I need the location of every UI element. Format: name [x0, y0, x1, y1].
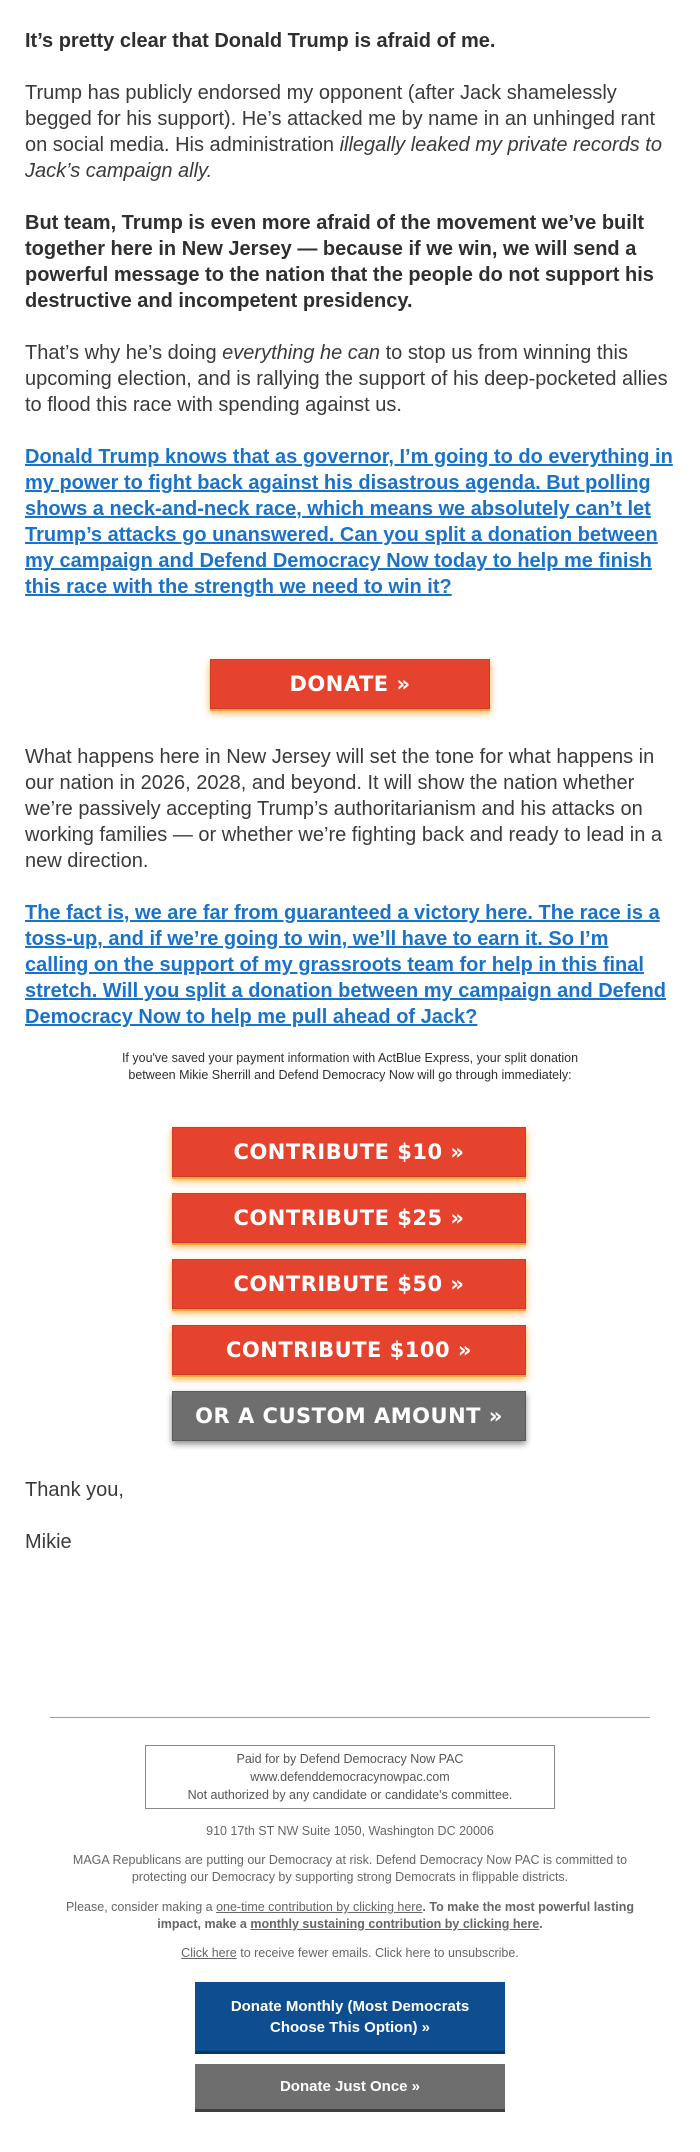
donate-monthly-button[interactable]: Donate Monthly (Most Democrats Choose This Option) » [195, 1982, 505, 2054]
paragraph-new-jersey: What happens here in New Jersey will set the tone for what happens in our nation in 2026, 2028, and beyond. It will show the nation whether we’re passively accepting Trump’s authoritarianism and his attacks on working families — or whether we’re fighting back and ready to lead in a new direction. [25, 746, 662, 872]
consider-mid: . To make the most powerful lasting impact, make a [157, 1900, 635, 1931]
paragraph-endorsement-italic: illegally leaked my private records to Jack’s campaign ally. [25, 134, 662, 182]
donate-once-button[interactable]: Donate Just Once » [195, 2064, 505, 2112]
intro-heading: It’s pretty clear that Donald Trump is afraid of me. [25, 30, 496, 52]
fewer-emails-link[interactable]: Click here [181, 1946, 237, 1960]
signature-text: Mikie [25, 1531, 72, 1553]
contribute-10-button[interactable]: CONTRIBUTE $10 » [172, 1127, 526, 1177]
consider-contribution-text [55, 1899, 645, 1933]
mission-text: MAGA Republicans are putting our Democracy at risk. Defend Democracy Now PAC is committed to protecting our Democracy by supporting strong Democrats in flippable districts. [72, 1853, 628, 1884]
contribute-100-button[interactable]: CONTRIBUTE $100 » [172, 1325, 526, 1375]
monthly-contribution-link[interactable]: monthly sustaining contribution by clicking here [250, 1917, 540, 1931]
paid-for-box [145, 1745, 555, 1809]
address-text: 910 17th ST NW Suite 1050, Washington DC 20006 [206, 1824, 494, 1838]
paragraph-spending-italic: everything he can [222, 342, 381, 364]
donate-button[interactable]: DONATE » [210, 659, 490, 709]
donation-link-toss-up[interactable]: The fact is, we are far from guaranteed a victory here. The race is a toss-up, and if we’re going to win, we’ll have to earn it. So I’m calling on the support of my grassroots team for help in this final stretch. Will you split a donation between my campaign and Defend Democracy Now to help me pull ahead of Jack? [25, 902, 667, 1028]
paragraph-endorsement-text: Trump has publicly endorsed my opponent (after Jack shamelessly begged for his support). He’s attacked me by name in an unhinged rant on social media. His administration [25, 82, 656, 156]
fewer-emails-text [50, 1945, 650, 1962]
not-authorized-text: Not authorized by any candidate or candidate's committee. [187, 1788, 513, 1802]
signoff-text: Thank you, [25, 1479, 124, 1501]
one-time-contribution-link[interactable]: one-time contribution by clicking here [216, 1900, 423, 1914]
paragraph-spending-after: to stop us from winning this upcoming election, and is rallying the support of his deep-pocketed allies to flood this race with spending against us. [25, 342, 668, 416]
paragraph-spending [25, 340, 675, 418]
consider-prefix: Please, consider making a [65, 1900, 217, 1914]
paragraph-movement: But team, Trump is even more afraid of the movement we’ve built together here in New Jersey — because if we win, we will send a powerful message to the nation that the people do not support his destructive and incompetent presidency. [25, 212, 654, 312]
actblue-express-note: If you've saved your payment information with ActBlue Express, your split donation between Mikie Sherrill and Defend Democracy Now will go through immediately: [121, 1051, 579, 1082]
website-text: www.defenddemocracynowpac.com [250, 1770, 450, 1784]
contribute-25-button[interactable]: CONTRIBUTE $25 » [172, 1193, 526, 1243]
paragraph-spending-before: That’s why he’s doing [25, 342, 223, 364]
paragraph-endorsement [25, 80, 675, 184]
contribute-50-button[interactable]: CONTRIBUTE $50 » [172, 1259, 526, 1309]
paid-for-text: Paid for by Defend Democracy Now PAC [236, 1752, 464, 1766]
custom-amount-button[interactable]: OR A CUSTOM AMOUNT » [172, 1391, 526, 1441]
donation-link-governor[interactable]: Donald Trump knows that as governor, I’m going to do everything in my power to fight back against his disastrous agenda. But polling shows a neck-and-neck race, which means we absolutely can’t let Trump’s attacks go unanswered. Can you split a donation between my campaign and Defend Democracy Now today to help me finish this race with the strength we need to win it? [25, 446, 673, 598]
consider-end: . [539, 1917, 543, 1931]
footer-divider [50, 1717, 650, 1718]
fewer-emails-rest: to receive fewer emails. Click here to unsubscribe. [236, 1946, 519, 1960]
